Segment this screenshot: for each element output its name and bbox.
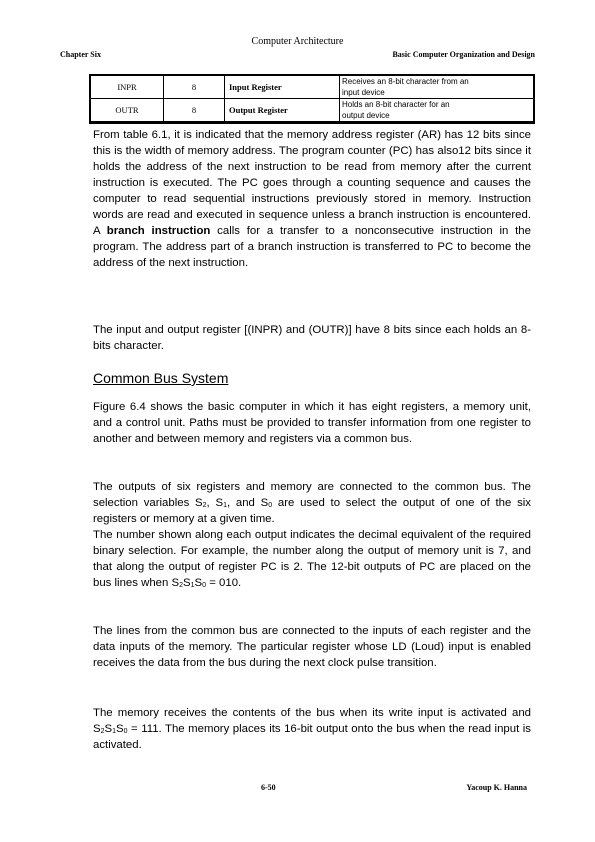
branch-instruction-term: branch instruction	[106, 225, 211, 237]
paragraph-text: The outputs of six registers and memory are connected to the common bus. The selection variables S	[93, 481, 531, 509]
paragraph-text: = 111. The memory places its 16-bit output onto the bus when the read input is activated.	[93, 723, 531, 751]
paragraph-text: The input and output register [(INPR) and (OUTR)] have 8 bits since each holds an 8-bits character.	[93, 324, 531, 352]
page-number: 6-50	[261, 783, 276, 792]
paragraph-text: are used to select the output of one of the six registers or memory at a given time.	[93, 497, 532, 525]
running-title: Computer Architecture	[251, 36, 344, 47]
paragraph-text: From table 6.1, it is indicated that the memory address register (AR) has 12 bits since this is the width of memory address. The program counter (PC) has also12 bits since it holds the address of the next instruction to be read from memory after the current instruction is executed. The PC goes through a counting sequence and causes the computer to read sequential instructions previously stored in memory. Instruction words are read and executed in sequence unless a branch instruction is encountered. A	[93, 129, 531, 237]
register-description: Output Register	[225, 99, 340, 123]
section-heading: Common Bus System	[93, 370, 229, 386]
subscript: 2	[179, 582, 184, 589]
paragraph-text: calls for a transfer to a nonconsecutive instruction in the program. The address part of a branch instruction is transferred to PC to become the address of the next instruction.	[93, 225, 531, 269]
section-label: Basic Computer Organization and Design	[392, 50, 535, 59]
table-row	[90, 75, 534, 99]
subscript: 2	[100, 728, 105, 735]
subscript: 2	[202, 502, 207, 509]
paragraph-figure-intro	[93, 399, 531, 447]
paragraph-text: = 010.	[206, 577, 242, 589]
paragraph-text: Figure 6.4 shows the basic computer in which it has eight registers, a memory unit, and a control unit. Paths must be provided to transfer information from one register to another and between memory and registers via a common bus.	[93, 401, 531, 445]
paragraph-text: S	[183, 577, 191, 589]
subscript: 1	[190, 582, 195, 589]
paragraph-program-counter	[93, 127, 531, 271]
paragraph-text: The lines from the common bus are connected to the inputs of each register and the data inputs of the memory. The particular register whose LD (Loud) input is enabled receives the data from the bus during the next clock pulse transition.	[93, 625, 531, 669]
author-name: Yacoup K. Hanna	[466, 783, 527, 792]
register-function	[340, 75, 535, 99]
register-function-line: input device	[342, 88, 385, 97]
register-name: OUTR	[90, 99, 164, 123]
register-function-line: Holds an 8-bit character for an	[342, 100, 450, 109]
paragraph-text: The memory receives the contents of the bus when its write input is activated and S	[93, 707, 531, 735]
paragraph-memory-bus	[93, 705, 531, 753]
paragraph-text: S	[194, 577, 203, 589]
subscript: 0	[123, 728, 128, 735]
table-row	[90, 99, 534, 123]
paragraph-bus-inputs	[93, 623, 531, 671]
subscript: 0	[202, 582, 207, 589]
paragraph-text: , S	[206, 497, 224, 509]
register-name: INPR	[90, 75, 164, 99]
subscript: 1	[223, 502, 227, 509]
register-table	[89, 74, 535, 124]
register-description: Input Register	[225, 75, 340, 99]
paragraph-selection-variables	[93, 479, 531, 591]
paragraph-io-registers	[93, 322, 531, 354]
subscript: 1	[112, 728, 117, 735]
paragraph-text: S	[104, 723, 113, 735]
register-function	[340, 99, 535, 123]
register-bits: 8	[164, 99, 225, 123]
subscript: 0	[268, 502, 273, 509]
paragraph-text: S	[116, 723, 124, 735]
chapter-label: Chapter Six	[60, 50, 101, 59]
register-bits: 8	[164, 75, 225, 99]
register-function-line: Receives an 8-bit character from an	[342, 77, 469, 86]
paragraph-text: , and S	[226, 497, 269, 509]
register-function-line: output device	[342, 111, 390, 120]
paragraph-text: The number shown along each output indicates the decimal equivalent of the required binary selection. For example, the number along the output of memory unit is 7, and that along the output of register PC is 2. The 12-bit outputs of PC are placed on the bus lines when S	[93, 529, 531, 589]
